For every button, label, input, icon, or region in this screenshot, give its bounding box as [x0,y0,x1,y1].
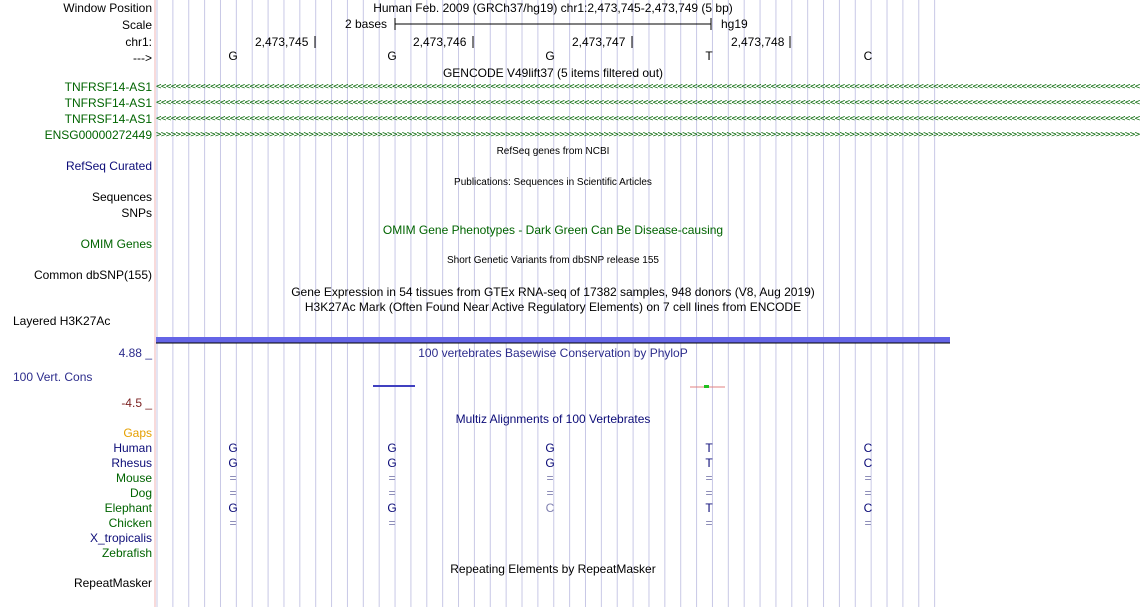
alignment-base: = [229,486,237,500]
species-label[interactable]: Human [113,441,152,455]
ref-base: G [545,49,555,63]
ref-base: G [228,49,238,63]
sequences-label[interactable]: Sequences [91,190,152,204]
species-label[interactable]: Zebrafish [101,546,152,560]
alignment-base: = [864,486,872,500]
scale-assembly: hg19 [721,17,748,31]
alignment-base: C [863,441,873,455]
alignment-base: = [864,471,872,485]
phylop-mark [704,385,709,388]
phylop-track-label[interactable]: 100 Vert. Cons [13,370,93,384]
omim-track-label[interactable]: OMIM Genes [80,237,152,251]
phylop-track-title[interactable]: 100 vertebrates Basewise Conservation by PhyloP [418,346,688,360]
species-label[interactable]: Rhesus [111,456,152,470]
dbsnp-track-title[interactable]: Short Genetic Variants from dbSNP release 155 [447,255,659,266]
coord-4: 2,473,748 [731,35,785,49]
species-label[interactable]: Mouse [115,471,152,485]
refseq-track-title[interactable]: RefSeq genes from NCBI [496,146,610,157]
alignment-base: G [228,456,238,470]
dbsnp-track-label[interactable]: Common dbSNP(155) [33,268,152,282]
window-position-label: Window Position [63,1,152,15]
alignment-base: = [546,471,554,485]
species-label[interactable]: X_tropicalis [89,531,152,545]
refseq-track-label[interactable]: RefSeq Curated [65,159,152,173]
alignment-base: C [863,501,873,515]
gencode-track-title[interactable]: GENCODE V49lift37 (5 items filtered out) [442,66,664,80]
gencode-item-label[interactable]: ENSG00000272449 [44,128,152,142]
ref-base: G [387,49,397,63]
alignment-base: G [228,441,238,455]
alignment-base: = [864,516,872,530]
chrom-label: chr1: [125,35,152,49]
species-label[interactable]: Dog [129,486,152,500]
coord-2: 2,473,746 [413,35,467,49]
alignment-base: = [388,486,396,500]
pubs-track-title[interactable]: Publications: Sequences in Scientific Articles [454,177,652,188]
h3k27ac-track-label[interactable]: Layered H3K27Ac [13,314,111,328]
window-position-value[interactable]: Human Feb. 2009 (GRCh37/hg19) chr1:2,473,745-2,473,749 (5 bp) [373,1,733,15]
alignment-base: G [545,441,555,455]
species-label[interactable]: Chicken [108,516,152,530]
alignment-base: T [705,456,713,470]
coord-3: 2,473,747 [572,35,626,49]
repeat-track-title[interactable]: Repeating Elements by RepeatMasker [450,562,656,576]
gaps-label: Gaps [123,426,152,440]
coord-1: 2,473,745 [255,35,309,49]
gene-strand-arrows[interactable]: <<<<<<<<<<<<<<<<<<<<<<<<<<<<<<<<<<<<<<<<<<<<<<<<<<<<<<<<<<<<<<<<<<<<<<<<<<<<<<<<<<<<<<<<<<<<<<<<<<<<<<<<<<<<<<<<<<<<<<<<<<<<<<<<<<<<<<<<<<<<<<<<<<<<<<<<<<<<<<<<<<<<<<<<<<<<<<<<<<<<<<<<<<<<<<<<<<<<<<<< [156,98,1140,108]
multiz-track-title[interactable]: Multiz Alignments of 100 Vertebrates [455,412,651,426]
snps-label[interactable]: SNPs [121,206,152,220]
alignment-base: = [705,486,713,500]
ref-base: C [863,49,873,63]
gencode-item-label[interactable]: TNFRSF14-AS1 [64,96,152,110]
alignment-base: G [387,441,397,455]
ref-base: T [705,49,713,63]
repeat-track-label[interactable]: RepeatMasker [73,576,152,590]
h3k27ac-track-title[interactable]: H3K27Ac Mark (Often Found Near Active Regulatory Elements) on 7 cell lines from ENCODE [304,300,802,314]
gene-strand-arrows[interactable]: <<<<<<<<<<<<<<<<<<<<<<<<<<<<<<<<<<<<<<<<<<<<<<<<<<<<<<<<<<<<<<<<<<<<<<<<<<<<<<<<<<<<<<<<<<<<<<<<<<<<<<<<<<<<<<<<<<<<<<<<<<<<<<<<<<<<<<<<<<<<<<<<<<<<<<<<<<<<<<<<<<<<<<<<<<<<<<<<<<<<<<<<<<<<<<<<<<<<<<<< [156,114,1140,124]
gtex-track-title[interactable]: Gene Expression in 54 tissues from GTEx RNA-seq of 17382 samples, 948 donors (V8, Aug 2019) [291,285,815,299]
alignment-base: C [863,456,873,470]
phylop-max-label: 4.88 _ [118,346,152,360]
scale-label: Scale [121,18,152,32]
alignment-base: T [705,441,713,455]
omim-track-title[interactable]: OMIM Gene Phenotypes - Dark Green Can Be Disease-causing [382,223,724,237]
alignment-base: = [705,471,713,485]
species-label[interactable]: Elephant [104,501,152,515]
alignment-base: = [229,471,237,485]
phylop-min-label: -4.5 _ [121,396,152,410]
strand-label: ---> [133,51,152,65]
h3k27ac-signal-bar [156,337,950,343]
alignment-base: = [388,516,396,530]
alignment-base: G [387,456,397,470]
alignment-base: G [387,501,397,515]
alignment-base: = [388,471,396,485]
alignment-base: = [546,486,554,500]
gene-strand-arrows[interactable]: <<<<<<<<<<<<<<<<<<<<<<<<<<<<<<<<<<<<<<<<<<<<<<<<<<<<<<<<<<<<<<<<<<<<<<<<<<<<<<<<<<<<<<<<<<<<<<<<<<<<<<<<<<<<<<<<<<<<<<<<<<<<<<<<<<<<<<<<<<<<<<<<<<<<<<<<<<<<<<<<<<<<<<<<<<<<<<<<<<<<<<<<<<<<<<<<<<<<<<<< [156,82,1140,92]
scale-text: 2 bases [345,17,388,31]
gencode-item-label[interactable]: TNFRSF14-AS1 [64,112,152,126]
alignment-base: G [228,501,238,515]
gene-strand-arrows[interactable]: >>>>>>>>>>>>>>>>>>>>>>>>>>>>>>>>>>>>>>>>>>>>>>>>>>>>>>>>>>>>>>>>>>>>>>>>>>>>>>>>>>>>>>>>>>>>>>>>>>>>>>>>>>>>>>>>>>>>>>>>>>>>>>>>>>>>>>>>>>>>>>>>>>>>>>>>>>>>>>>>>>>>>>>>>>>>>>>>>>>>>>>>>>>>>>>>>>>>>>>> [156,130,1140,140]
alignment-base: = [229,516,237,530]
alignment-base: G [545,456,555,470]
gencode-item-label[interactable]: TNFRSF14-AS1 [64,80,152,94]
alignment-base: T [705,501,713,515]
alignment-base: C [545,501,555,515]
alignment-base: = [705,516,713,530]
